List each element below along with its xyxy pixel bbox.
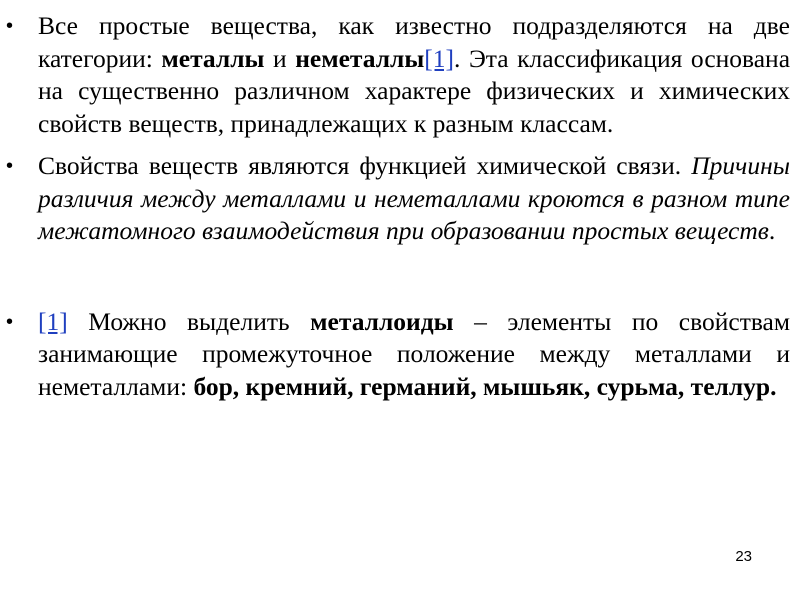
paragraph-text: и [264,43,296,73]
bullet-list [6,10,790,403]
emphasis-text: Причины различия между металлами и неметаллами кроются в разном типе межатомного взаимодействия при образовании простых веществ [38,151,790,245]
bullet-item-classification [6,10,790,140]
bullet-icon: • [6,155,14,177]
paragraph-text: . Эта классификация основана на существенно различном характере физических и химических свойств веществ, принадлежащих к разным классам. [38,43,791,138]
bullet-item-chemical-bond [6,150,790,248]
bullet-item-footnote [6,306,790,404]
paragraph-text: – элементы по свойствам занимающие промежуточное положение между металлами и неметаллами: [38,306,790,401]
term-nonmetals: неметаллы [295,43,425,73]
paragraph-text: Свойства веществ являются функцией химической связи. [38,151,692,180]
paragraph-text: Можно выделить [67,306,311,336]
page-number: 23 [735,548,752,565]
footnote-link[interactable]: [1] [424,43,455,73]
term-metalloids: металлоиды [310,306,454,336]
metalloid-element-list: бор, кремний, германий, мышьяк, сурьма, теллур. [193,371,777,401]
paragraph-text: . [768,216,776,245]
term-metals: металлы [161,43,265,73]
bullet-icon: • [6,310,14,333]
bullet-icon: • [6,15,14,37]
footnote-anchor[interactable]: [1] [38,306,68,336]
paragraph-text: Все простые вещества, как известно подразделяются на две категории: [38,11,790,73]
